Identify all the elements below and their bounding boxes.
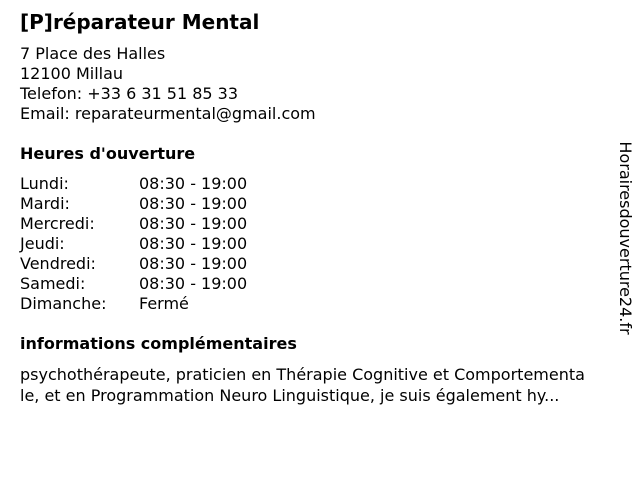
day-label: Samedi: xyxy=(20,274,86,293)
additional-info-heading: informations complémentaires xyxy=(20,334,297,353)
day-label: Vendredi: xyxy=(20,254,96,273)
day-label: Mardi: xyxy=(20,194,70,213)
business-name: [P]réparateur Mental xyxy=(20,10,260,34)
day-label: Dimanche: xyxy=(20,294,107,313)
additional-info-text xyxy=(20,364,628,406)
phone-number: Telefon: +33 6 31 51 85 33 xyxy=(20,84,239,103)
time-range: 08:30 - 19:00 xyxy=(139,234,248,253)
day-label: Mercredi: xyxy=(20,214,95,233)
street-address: 7 Place des Halles xyxy=(20,44,166,63)
contact-block xyxy=(20,44,316,124)
time-range: 08:30 - 19:00 xyxy=(139,254,248,273)
time-range: 08:30 - 19:00 xyxy=(139,174,248,193)
site-watermark: Horairesdouverture24.fr xyxy=(616,141,635,335)
day-label: Jeudi: xyxy=(20,234,65,253)
email-address: Email: reparateurmental@gmail.com xyxy=(20,104,316,123)
time-range: Fermé xyxy=(139,294,189,313)
city-postal: 12100 Millau xyxy=(20,64,124,83)
opening-hours-heading: Heures d'ouverture xyxy=(20,144,196,163)
info-line: le, et en Programmation Neuro Linguistique, je suis également hy... xyxy=(20,386,560,405)
time-range: 08:30 - 19:00 xyxy=(139,194,248,213)
time-range: 08:30 - 19:00 xyxy=(139,274,248,293)
time-range: 08:30 - 19:00 xyxy=(139,214,248,233)
day-label: Lundi: xyxy=(20,174,69,193)
info-line: psychothérapeute, praticien en Thérapie Cognitive et Comportementa xyxy=(20,365,585,384)
